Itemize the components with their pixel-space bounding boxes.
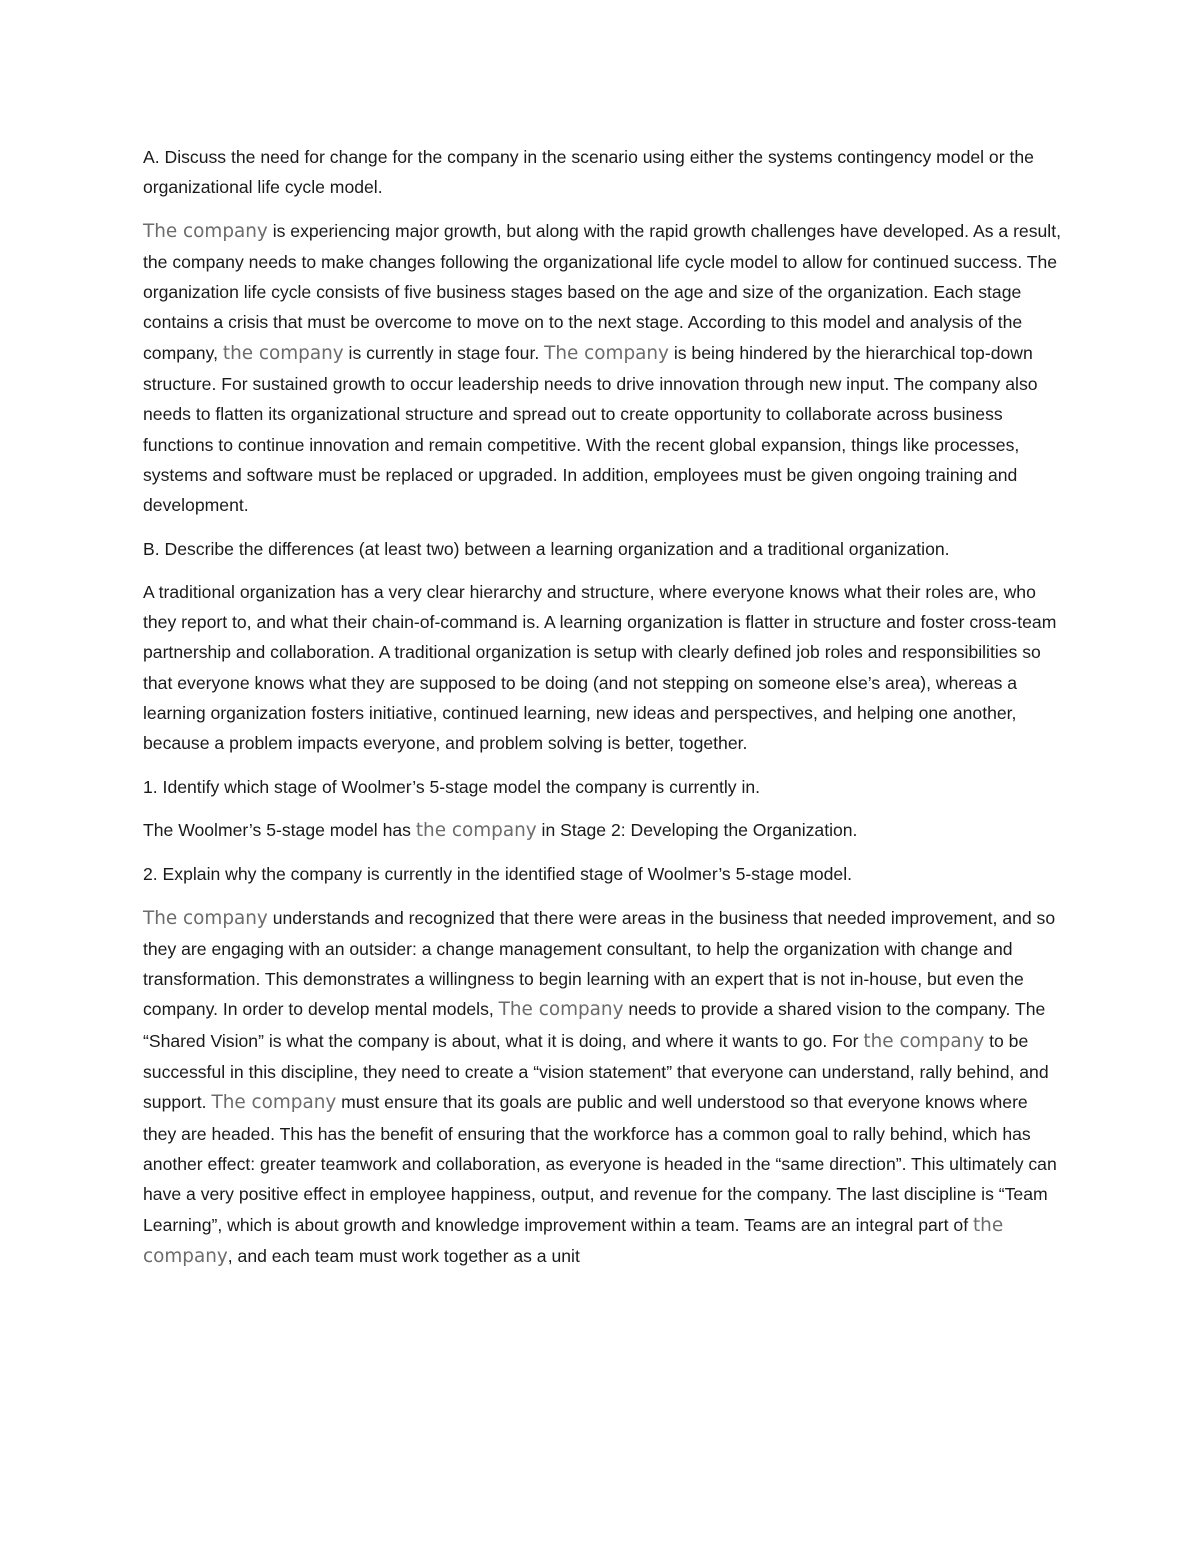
paragraph-text: A. Discuss the need for change for the company in the scenario using either the systems contingency model or the organizational life cycle model. — [143, 147, 1034, 198]
paragraph — [143, 859, 1061, 889]
company-name-text: The company — [498, 999, 624, 1021]
paragraph-text: , and each team must work together as a unit — [227, 1245, 580, 1266]
paragraph-text: must ensure that its goals are public and well understood so that everyone knows where they are headed. This has the benefit of ensuring that the workforce has a common goal to rally behind, which has another effect: greater teamwork and collaboration, as everyone is headed in the “same direction”. This ultimately can have a very positive effect in employee happiness, output, and revenue for the company. The last discipline is “Team Learning”, which is about growth and knowledge improvement within a team. Teams are an integral part of — [143, 1092, 1057, 1235]
company-name-text: The company — [544, 342, 669, 364]
company-name-text: The company — [143, 907, 268, 929]
paragraph — [143, 142, 1061, 203]
paragraph-text: B. Describe the differences (at least two) between a learning organization and a traditional organization. — [143, 538, 950, 559]
company-name-text: the company — [863, 1030, 985, 1052]
company-name-text: the company — [143, 1214, 1004, 1267]
paragraph — [143, 216, 1061, 521]
paragraph-text: in Stage 2: Developing the Organization. — [536, 819, 858, 840]
paragraph — [143, 772, 1061, 802]
document-body — [143, 142, 1061, 1285]
company-name-text: The company — [143, 220, 268, 242]
company-name-text: the company — [415, 819, 537, 841]
paragraph-text: is experiencing major growth, but along with the rapid growth challenges have developed. As a result, the company needs to make changes following the organizational life cycle model to allow for continued success. The organization life cycle consists of five business stages based on the age and size of the organization. Each stage contains a crisis that must be overcome to move on to the next stage. According to this model and analysis of the company, — [143, 220, 1061, 363]
paragraph — [143, 534, 1061, 564]
paragraph — [143, 815, 1061, 846]
paragraph-text: understands and recognized that there were areas in the business that needed improvement, and so they are engaging with an outsider: a change management consultant, to help the organization with change and transformation. This demonstrates a willingness to begin learning with an expert that is not in-house, but even the company. In order to develop mental models, — [143, 907, 1056, 1020]
paragraph-text: to be successful in this discipline, they need to create a “vision statement” that everyone can understand, rally behind, and support. — [143, 1030, 1049, 1113]
paragraph — [143, 903, 1061, 1273]
paragraph-text: is being hindered by the hierarchical top-down structure. For sustained growth to occur leadership needs to drive innovation through new input. The company also needs to flatten its organizational structure and spread out to create opportunity to collaborate across business functions to continue innovation and remain competitive. With the recent global expansion, things like processes, systems and software must be replaced or upgraded. In addition, employees must be given ongoing training and development. — [143, 342, 1038, 516]
paragraph-text: A traditional organization has a very clear hierarchy and structure, where everyone knows what their roles are, who they report to, and what their chain-of-command is. A learning organization is flatter in structure and foster cross-team partnership and collaboration. A traditional organization is setup with clearly defined job roles and responsibilities so that everyone knows what they are supposed to be doing (and not stepping on someone else’s area), whereas a learning organization fosters initiative, continued learning, new ideas and perspectives, and helping one another, because a problem impacts everyone, and problem solving is better, together. — [143, 581, 1057, 754]
paragraph-text: 1. Identify which stage of Woolmer’s 5-stage model the company is currently in. — [143, 776, 761, 797]
paragraph-text: needs to provide a shared vision to the company. The “Shared Vision” is what the company is about, what it is doing, and where it wants to go. For — [143, 999, 1046, 1051]
company-name-text: The company — [211, 1092, 337, 1114]
paragraph — [143, 577, 1061, 759]
company-name-text: the company — [222, 342, 344, 364]
paragraph-text: 2. Explain why the company is currently in the identified stage of Woolmer’s 5-stage model. — [143, 864, 852, 885]
paragraph-text: is currently in stage four. — [343, 342, 545, 363]
paragraph-text: The Woolmer’s 5-stage model has — [143, 819, 416, 840]
